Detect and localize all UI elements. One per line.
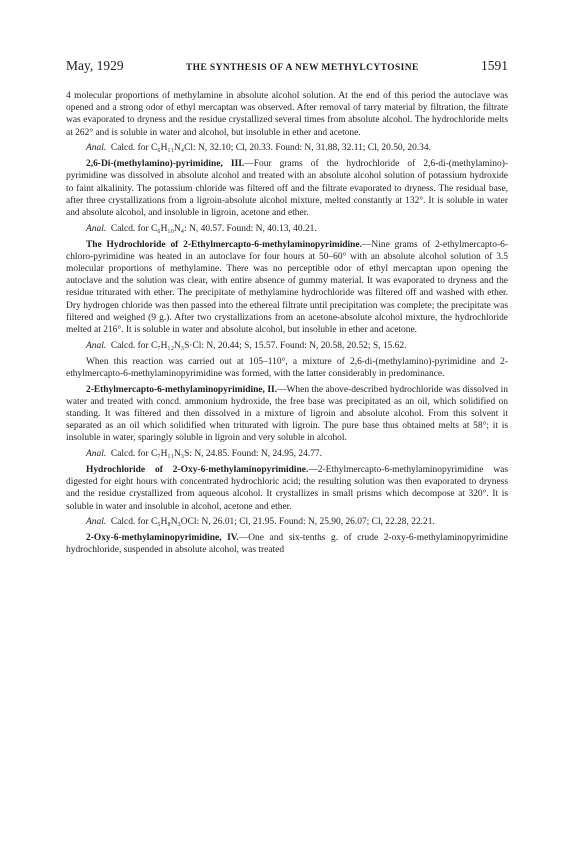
analysis-line (66, 516, 508, 528)
analysis-line (66, 448, 508, 460)
analysis-label: Anal. (86, 449, 107, 460)
analysis-label: Anal. (86, 517, 107, 528)
paragraph-text: —2-Ethylmercapto-6-methylaminopyrimidine was digested for eight hours with concentrated hydrochloric acid; the resulting solution was then evaporated to dryness and the residue crystallized from aqueous alcohol. It crystallizes in small prisms which decompose at 320°. It is soluble in water and insoluble in alcohol, acetone and ether. (66, 465, 509, 512)
analysis-label: Anal. (86, 223, 107, 234)
paragraph-text: —Four grams of the hydrochloride of 2,6-di-(methylamino)-pyrimidine was dissolved in absolute alcohol and treated with an absolute alcohol solution of potassium hydroxide to faint alkalinity. The potassium chloride was filtered off and the filtrate evaporated to dryness. The residual base, after three crystallizations from a ligroin-absolute alcohol mixture, melted constantly at 132°. It is soluble in water and absolute alcohol, and insoluble in ligroin, acetone and ether. (66, 159, 508, 219)
paragraph (66, 90, 508, 139)
paragraph-text: When this reaction was carried out at 105–110°, a mixture of 2,6-di-(methylamino)-pyrimidine and 2-ethylmercapto-6-methylaminopyrimidine was formed, with the latter considerably in predominance. (66, 356, 508, 379)
analysis-label: Anal. (86, 143, 107, 154)
paragraph (66, 158, 508, 219)
compound-heading: 2-Oxy-6-methylaminopyrimidine, IV. (86, 533, 239, 544)
running-header (66, 58, 508, 76)
header-title: THE SYNTHESIS OF A NEW METHYLCYTOSINE (185, 63, 419, 73)
compound-heading: The Hydrochloride of 2-Ethylmercapto-6-methylaminopyrimidine. (86, 239, 362, 250)
analysis-label: Anal. (86, 340, 107, 351)
paragraph-text: —One and six-tenths g. of crude 2-oxy-6-methylaminopyrimidine hydrochloride, suspended in absolute alcohol, was treated (66, 533, 509, 556)
compound-heading: 2-Ethylmercapto-6-methylaminopyrimidine, II. (86, 384, 278, 395)
paragraph-text: —Nine grams of 2-ethylmercapto-6-chloro-pyrimidine was heated in an autoclave for four hours at 50–60° with an absolute alcohol solution of 3.5 molecular proportions of methylamine. There was no perceptible odor of ethyl mercaptan upon opening the autoclave and the solution was clear, with entire absence of gummy material. It was evaporated to dryness and the residue triturated with ether. The precipitate of methylamine hydrochloride was filtered off and washed with ether. Dry hydrogen chloride was then passed into the ethereal filtrate until precipitation was complete; the precipitate was filtered and weighed (9 g.). After two crystallizations from an acetone-absolute alcohol mixture, the hydrochloride melted at 216°. It is soluble in water and absolute alcohol, but insoluble in ether and acetone. (66, 239, 508, 336)
paragraph (66, 356, 508, 380)
body-text (66, 90, 508, 560)
analysis-text: Calcd. for C₆H₁₁N₄Cl: N, 32.10; Cl, 20.33. Found: N, 31.88, 32.11; Cl, 20.50, 20.34. (110, 143, 431, 154)
analysis-text: Calcd. for C₇H₁₂N₃S·Cl: N, 20.44; S, 15.57. Found: N, 20.58, 20.52; S, 15.62. (110, 340, 407, 351)
compound-heading: Hydrochloride of 2-Oxy-6-methylaminopyrimidine. (86, 465, 309, 476)
analysis-text: Calcd. for C₆H₁₀N₄: N, 40.57. Found: N, 40.13, 40.21. (110, 223, 317, 234)
header-date: May, 1929 (66, 58, 124, 73)
analysis-line (66, 223, 508, 235)
analysis-text: Calcd. for C₇H₁₁N₃S: N, 24.85. Found: N, 24.95, 24.77. (110, 449, 322, 460)
page-number: 1591 (481, 58, 508, 73)
analysis-line (66, 340, 508, 352)
compound-heading: 2,6-Di-(methylamino)-pyrimidine, III. (86, 159, 245, 170)
paragraph-text: 4 molecular proportions of methylamine in absolute alcohol solution. At the end of this period the autoclave was opened and a strong odor of ethyl mercaptan was observed. After removal of tarry material by filtration, the filtrate was evaporated to dryness and the residue crystallized several times from absolute alcohol. The hydrochloride melts at 262° and is soluble in water and alcohol, but insoluble in ether and acetone. (66, 91, 508, 138)
paragraph (66, 239, 508, 337)
analysis-text: Calcd. for C₅H₈N₃OCl: N, 26.01; Cl, 21.95. Found: N, 25.90, 26.07; Cl, 22.28, 22.21. (110, 517, 435, 528)
analysis-line (66, 142, 508, 154)
paragraph (66, 384, 508, 445)
paragraph (66, 532, 508, 556)
paragraph-text: —When the above-described hydrochloride was dissolved in water and treated with concd. ammonium hydroxide, the free base was precipitated as an oil, which solidified on standing. It was filtered and then dissolved in a mixture of ligroin and absolute alcohol. From this solvent it separated as an oil which solidified when triturated with ligroin. The pure base thus obtained melts at 58°; it is insoluble in water, sparingly soluble in ligroin and very soluble in alcohol. (66, 384, 508, 444)
paragraph (66, 464, 508, 513)
